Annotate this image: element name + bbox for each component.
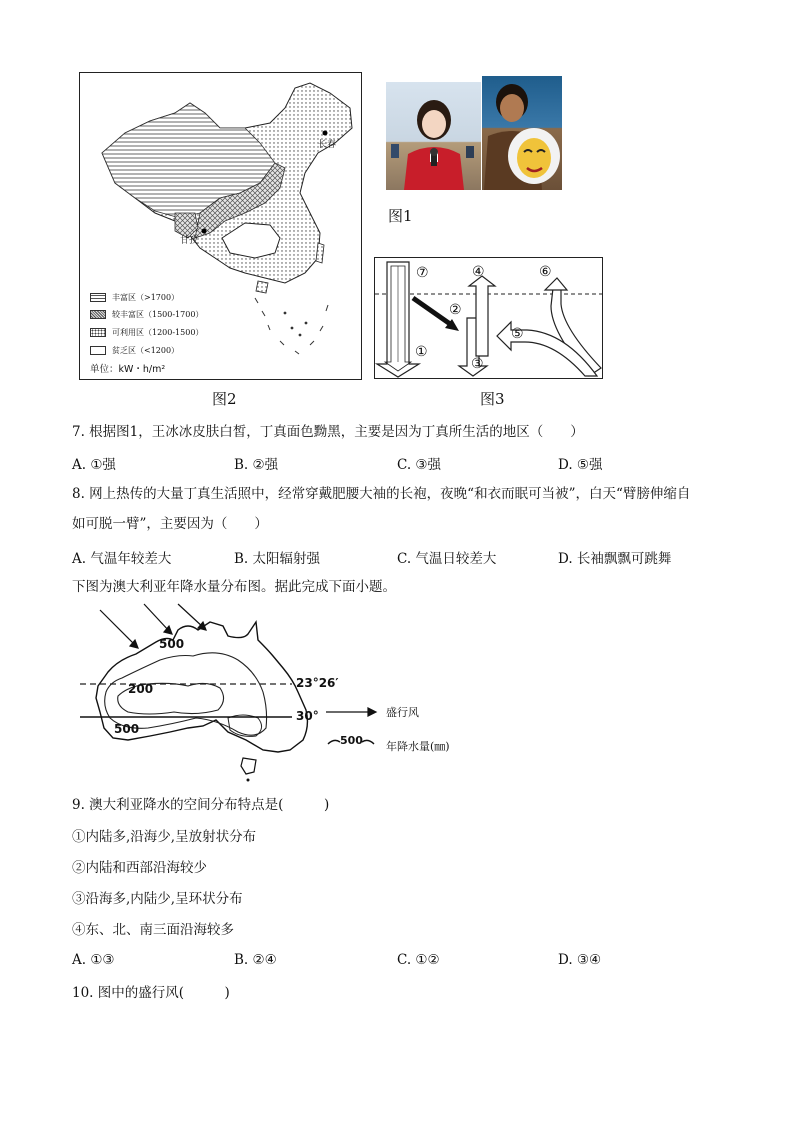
figure-2-china-solar-map xyxy=(79,72,362,380)
australia-rainfall-map xyxy=(78,600,488,786)
q8-option-a[interactable]: A. 气温年较差大 xyxy=(72,551,172,567)
label-5: ⑤ xyxy=(511,326,524,342)
label-4: ④ xyxy=(472,264,485,280)
isohyet-label-500-north: 500 xyxy=(159,637,185,651)
q7-option-c[interactable]: C. ③强 xyxy=(397,457,442,473)
q7-option-d[interactable]: D. ⑤强 xyxy=(558,457,603,473)
label-2: ② xyxy=(449,302,462,318)
q7-option-a[interactable]: A. ①强 xyxy=(72,457,116,473)
legend-rain-label: 年降水量(㎜) xyxy=(386,740,450,753)
legend-wind-label: 盛行风 xyxy=(386,706,419,719)
figure-2-caption: 图2 xyxy=(212,390,237,408)
label-7: ⑦ xyxy=(416,265,429,281)
changchun-dot xyxy=(323,131,328,136)
reporter-illustration xyxy=(386,82,481,190)
south-sea-dashes xyxy=(255,298,328,354)
label-6: ⑥ xyxy=(539,264,552,280)
q8-option-d[interactable]: D. 长袖飘飘可跳舞 xyxy=(558,551,672,567)
q9-option-b[interactable]: B. ②④ xyxy=(234,952,277,968)
city-label-changchun: 长春 xyxy=(318,140,337,150)
legend-item-rich: 丰富区（>1700） xyxy=(90,292,179,303)
question-7: 7. 根据图1，王冰冰皮肤白皙，丁真面色黝黑，主要是因为丁真所生活的地区（ ） xyxy=(72,424,584,440)
isohyet-label-200: 200 xyxy=(128,682,154,696)
figure-3-caption: 图3 xyxy=(480,390,505,408)
tasmania xyxy=(241,758,256,774)
lat-label-30: 30° xyxy=(296,709,319,723)
photo-man-mask xyxy=(482,76,562,190)
q9-statement-1: ①内陆多,沿海少,呈放射状分布 xyxy=(72,829,257,845)
legend-item-usable: 可利用区（1200-1500） xyxy=(90,327,203,338)
isohyet-label-500-south: 500 xyxy=(114,722,140,736)
legend-item-relatively-rich: 较丰富区（1500-1700） xyxy=(90,309,203,320)
q9-statement-4: ④东、北、南三面沿海较多 xyxy=(72,922,234,938)
question-8-line-2: 如可脱一臂”，主要因为（ ） xyxy=(72,516,268,532)
label-3: ③ xyxy=(471,356,484,372)
question-9: 9. 澳大利亚降水的空间分布特点是( ) xyxy=(72,797,330,813)
q9-option-a[interactable]: A. ①③ xyxy=(72,952,115,968)
q9-option-d[interactable]: D. ③④ xyxy=(558,952,602,968)
q8-option-b[interactable]: B. 太阳辐射强 xyxy=(234,551,321,567)
man-mask-illustration xyxy=(482,76,562,190)
section-intro: 下图为澳大利亚年降水量分布图。据此完成下面小题。 xyxy=(72,579,396,595)
q9-statement-2: ②内陆和西部沿海较少 xyxy=(72,860,207,876)
lat-label-tropic: 23°26′ xyxy=(296,676,339,690)
question-10: 10. 图中的盛行风( ) xyxy=(72,985,230,1001)
figure-1-caption: 图1 xyxy=(388,207,413,225)
label-1: ① xyxy=(415,344,428,360)
legend-item-poor: 贫乏区（<1200） xyxy=(90,345,179,356)
figure-3-radiation-diagram xyxy=(374,257,603,379)
radiation-diagram-graphic xyxy=(375,258,602,378)
ganzi-dot xyxy=(202,229,207,234)
q9-statement-3: ③沿海多,内陆少,呈环状分布 xyxy=(72,891,243,907)
q9-option-c[interactable]: C. ①② xyxy=(397,952,440,968)
legend-rain-value: 500 xyxy=(340,734,363,747)
question-8-line-1: 8. 网上热传的大量丁真生活照中，经常穿戴肥腰大袖的长袍，夜晚“和衣而眠可当被”，白天“臂膀伸缩自 xyxy=(72,486,691,502)
photo-reporter xyxy=(386,82,481,190)
legend-unit: 单位：kW・h/m² xyxy=(90,364,166,375)
city-label-ganzi: 甘孜 xyxy=(180,236,199,246)
q8-option-c[interactable]: C. 气温日较差大 xyxy=(397,551,497,567)
q7-option-b[interactable]: B. ②强 xyxy=(234,457,279,473)
